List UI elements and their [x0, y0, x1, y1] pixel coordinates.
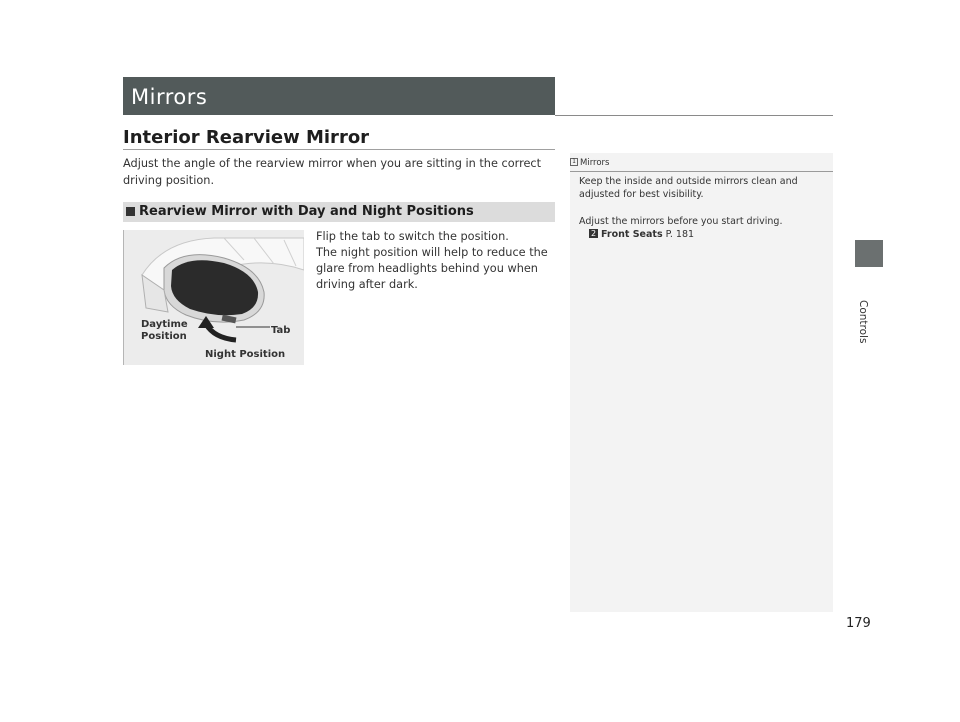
- page-number: 179: [846, 616, 871, 631]
- chapter-title: Mirrors: [131, 85, 208, 109]
- daytime-position-label: [141, 319, 188, 343]
- banner-divider: [555, 115, 833, 116]
- mirror-drawing: [124, 230, 304, 365]
- reference-title: Front Seats: [601, 229, 663, 240]
- tab-label: Tab: [271, 325, 291, 336]
- square-marker-icon: [126, 207, 135, 216]
- instructions-text: [316, 229, 556, 293]
- reference-page: P. 181: [665, 229, 695, 240]
- instruction-line-1: Flip the tab to switch the position.: [316, 230, 509, 243]
- section-title: Interior Rearview Mirror: [123, 127, 370, 148]
- note-heading: [570, 158, 609, 168]
- daytime-label-line2: Position: [141, 331, 187, 342]
- cross-reference-link[interactable]: [589, 228, 694, 241]
- instruction-line-2: The night position will help to reduce the glare from headlights behind you when driving after dark.: [316, 246, 548, 291]
- night-position-label: Night Position: [205, 349, 286, 360]
- chapter-tab[interactable]: [855, 240, 883, 267]
- chapter-tab-label: Controls: [857, 300, 869, 344]
- section-intro: Adjust the angle of the rearview mirror when you are sitting in the correct driving position.: [123, 157, 542, 187]
- note-heading-text: Mirrors: [580, 158, 610, 168]
- mirror-illustration: [123, 230, 304, 365]
- note-paragraph-2: Adjust the mirrors before you start driving.: [579, 216, 783, 227]
- note-paragraph-1: Keep the inside and outside mirrors clean and adjusted for best visibility.: [579, 176, 798, 200]
- reference-arrow-icon: 2: [590, 229, 597, 238]
- chapter-tab-label-wrap: [855, 300, 875, 350]
- section-divider: [123, 149, 555, 150]
- note-divider: [570, 171, 833, 172]
- note-icon: 1: [570, 158, 578, 166]
- daytime-label-line1: Daytime: [141, 319, 188, 330]
- subsection-title: Rearview Mirror with Day and Night Positions: [139, 204, 474, 219]
